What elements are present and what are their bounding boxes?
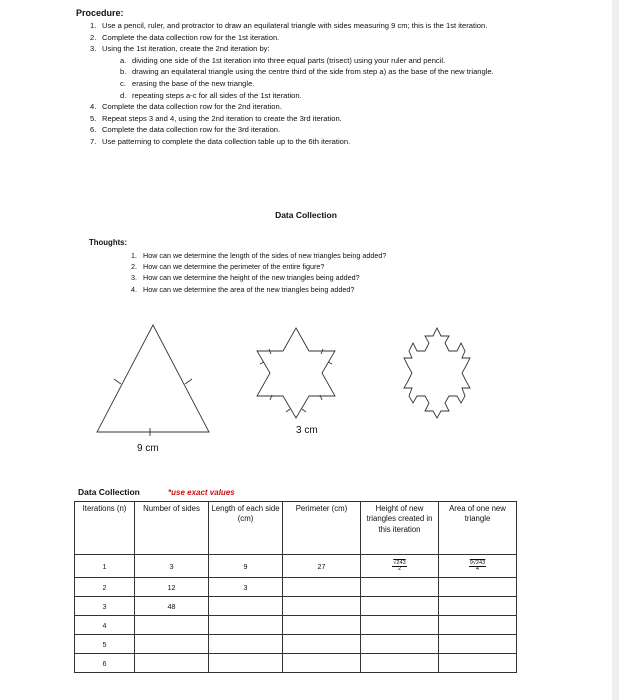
cell-area[interactable] [439, 616, 517, 635]
step-number: 3. [90, 44, 97, 54]
koch-snowflake-figures [80, 315, 520, 455]
thoughts-list [131, 250, 386, 295]
thought-text: How can we determine the height of the new triangles being added? [143, 273, 360, 283]
height-denominator: 2 [397, 566, 402, 572]
header-height: Height of new triangles created in this iteration [361, 502, 439, 555]
step-text: Complete the data collection row for the 1st iteration. [102, 32, 280, 42]
cell-area[interactable] [439, 578, 517, 597]
substep-letter: d. [120, 90, 127, 100]
step-text: Use a pencil, ruler, and protractor to draw an equilateral triangle with sides measuring 9 cm; this is the 1st iteration. [102, 21, 488, 30]
substep-text: erasing the base of the new triangle. [132, 78, 255, 88]
cell-iteration: 4 [75, 616, 135, 635]
thoughts-title: Thoughts: [89, 238, 128, 247]
procedure-step [90, 124, 530, 136]
procedure-substep [120, 66, 530, 78]
procedure-step [90, 113, 530, 125]
thought-text: How can we determine the length of the sides of new triangles being added? [143, 251, 387, 260]
cell-length[interactable]: 3 [209, 578, 283, 597]
procedure-step [90, 32, 530, 44]
table-row [75, 555, 517, 578]
table-title: Data Collection [78, 487, 140, 497]
procedure-substep [120, 55, 530, 67]
thought-number: 3. [131, 273, 137, 283]
cell-height[interactable] [361, 616, 439, 635]
thought-item [131, 284, 386, 295]
cell-height[interactable] [361, 578, 439, 597]
cell-sides[interactable] [135, 635, 209, 654]
step-text: Using the 1st iteration, create the 2nd iteration by: [102, 44, 270, 54]
iteration-2-star [257, 328, 335, 418]
step-text: Complete the data collection row for the 2nd iteration. [102, 102, 282, 112]
step-text: Use patterning to complete the data collection table up to the 6th iteration. [102, 136, 351, 146]
step-number: 5. [90, 113, 97, 123]
cell-perimeter[interactable] [283, 635, 361, 654]
cell-iteration: 5 [75, 635, 135, 654]
data-collection-heading: Data Collection [275, 210, 337, 220]
table-row [75, 616, 517, 635]
substep-letter: b. [120, 67, 127, 77]
table-row [75, 635, 517, 654]
cell-perimeter[interactable] [283, 654, 361, 673]
procedure-step [90, 43, 530, 55]
cell-perimeter[interactable] [283, 597, 361, 616]
substep-letter: a. [120, 55, 127, 65]
cell-sides[interactable] [135, 616, 209, 635]
area-fraction [469, 560, 487, 572]
header-side-length: Length of each side (cm) [209, 502, 283, 555]
table-row [75, 597, 517, 616]
cell-sides[interactable]: 3 [135, 555, 209, 578]
viewer-edge [612, 0, 619, 700]
step-text: Repeat steps 3 and 4, using the 2nd iteration to create the 3rd iteration. [102, 113, 342, 123]
thought-item [131, 272, 386, 283]
exact-values-note: *use exact values [168, 488, 235, 497]
header-number-of-sides: Number of sides [135, 502, 209, 555]
procedure-title: Procedure: [76, 8, 124, 18]
procedure-list [90, 20, 530, 148]
cell-area[interactable] [439, 597, 517, 616]
cell-length[interactable] [209, 654, 283, 673]
area-denominator: 4 [475, 566, 480, 572]
step-number: 6. [90, 125, 97, 135]
data-collection-table [74, 501, 517, 673]
cell-sides[interactable]: 48 [135, 597, 209, 616]
area-numerator: 9√243 [469, 560, 486, 566]
iteration-3-snowflake [404, 328, 470, 418]
thought-number: 4. [131, 284, 137, 294]
cell-length[interactable] [209, 616, 283, 635]
step-number: 2. [90, 32, 97, 42]
thought-item [131, 261, 386, 272]
cell-sides[interactable]: 12 [135, 578, 209, 597]
header-perimeter: Perimeter (cm) [283, 502, 361, 555]
cell-height[interactable] [361, 597, 439, 616]
substep-text: drawing an equilateral triangle using the centre third of the side from step a) as the base of the new triangle. [132, 67, 494, 77]
cell-length[interactable] [209, 635, 283, 654]
header-area: Area of one new triangle [439, 502, 517, 555]
cell-area[interactable] [439, 654, 517, 673]
thought-number: 2. [131, 262, 137, 272]
height-numerator: √243 [393, 560, 406, 566]
thought-text: How can we determine the perimeter of the entire figure? [143, 262, 325, 272]
substep-text: repeating steps a-c for all sides of the 1st iteration. [132, 90, 302, 100]
step-number: 4. [90, 102, 97, 112]
table-row [75, 654, 517, 673]
cell-length[interactable] [209, 597, 283, 616]
header-iterations: Iterations (n) [75, 502, 135, 555]
procedure-substep [120, 78, 530, 90]
cell-perimeter[interactable] [283, 616, 361, 635]
table-row [75, 578, 517, 597]
height-fraction [392, 560, 406, 572]
cell-iteration: 1 [75, 555, 135, 578]
iteration-1-triangle [97, 325, 209, 436]
label-9cm: 9 cm [137, 443, 159, 454]
cell-perimeter[interactable]: 27 [283, 555, 361, 578]
cell-height[interactable] [361, 635, 439, 654]
cell-sides[interactable] [135, 654, 209, 673]
label-3cm: 3 cm [296, 425, 318, 436]
cell-iteration: 6 [75, 654, 135, 673]
cell-area[interactable] [439, 635, 517, 654]
cell-height[interactable] [361, 555, 439, 578]
step-text: Complete the data collection row for the 3rd iteration. [102, 125, 281, 135]
cell-area[interactable] [439, 555, 517, 578]
cell-length[interactable]: 9 [209, 555, 283, 578]
substep-letter: c. [120, 78, 126, 88]
thought-text: How can we determine the area of the new triangles being added? [143, 284, 355, 294]
procedure-step [90, 20, 530, 32]
step-number: 7. [90, 136, 97, 146]
procedure-step [90, 136, 530, 148]
cell-iteration: 3 [75, 597, 135, 616]
procedure-substep [120, 90, 530, 102]
cell-iteration: 2 [75, 578, 135, 597]
cell-perimeter[interactable] [283, 578, 361, 597]
step-number: 1. [90, 21, 97, 30]
table-header-row [75, 502, 517, 555]
substep-text: dividing one side of the 1st iteration into three equal parts (trisect) using your ruler and pencil. [132, 55, 446, 65]
thought-item [131, 250, 386, 261]
procedure-step [90, 101, 530, 113]
cell-height[interactable] [361, 654, 439, 673]
thought-number: 1. [131, 251, 137, 260]
